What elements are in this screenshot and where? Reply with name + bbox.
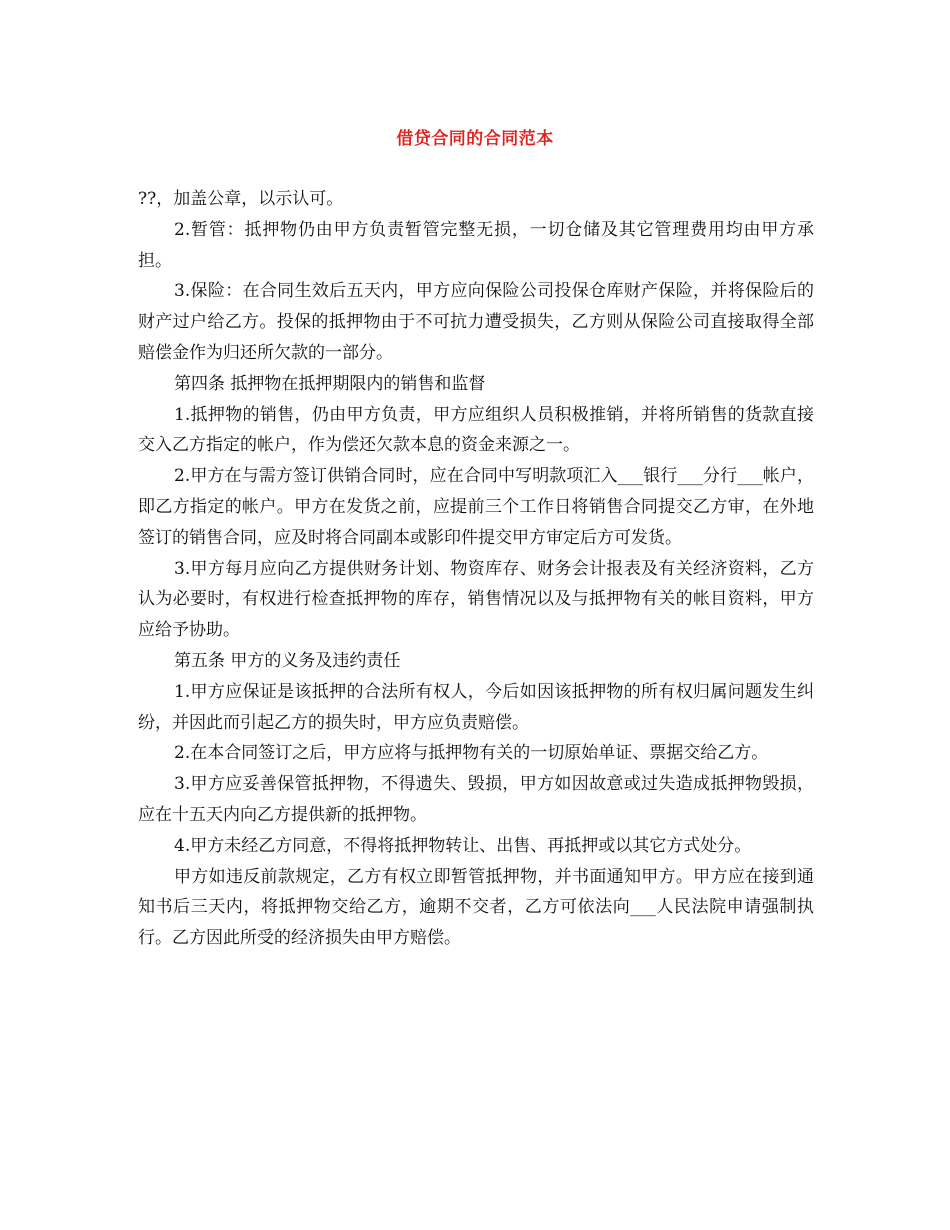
document-body — [138, 184, 814, 954]
paragraph-documents: 2.在本合同签订之后，甲方应将与抵押物有关的一切原始单证、票据交给乙方。 — [174, 743, 769, 764]
paragraph-custody: 2.暂管：抵押物仍由甲方负责暂管完整无损，一切仓储及其它管理费用均由甲方承担。 — [138, 219, 814, 271]
article-4-heading: 第四条 抵押物在抵押期限内的销售和监督 — [174, 373, 486, 394]
paragraph-disposal: 4.甲方未经乙方同意，不得将抵押物转让、出售、再抵押或以其它方式处分。 — [174, 835, 752, 856]
paragraph-monthly-report: 3.甲方每月应向乙方提供财务计划、物资库存、财务会计报表及有关经济资料，乙方认为必要时，有权进行检查抵押物的库存，销售情况以及与抵押物有关的帐目资料，甲方应给予协助。 — [138, 558, 814, 641]
paragraph-continuation: ??，加盖公章，以示认可。 — [138, 189, 344, 209]
paragraph-sales-contract: 2.甲方在与需方签订供销合同时，应在合同中写明款项汇入___银行___分行___帐户，即乙方指定的帐户。甲方在发货之前，应提前三个工作日将销售合同提交乙方审，在外地签订的销售合同，应及时将合同副本或影印件提交甲方审定后方可发货。 — [138, 466, 814, 548]
paragraph-sales: 1.抵押物的销售，仍由甲方负责，甲方应组织人员积极推销，并将所销售的货款直接交入乙方指定的帐户，作为偿还欠款本息的资金来源之一。 — [138, 404, 814, 456]
paragraph-breach: 甲方如违反前款规定，乙方有权立即暂管抵押物，并书面通知甲方。甲方应在接到通知书后三天内，将抵押物交给乙方，逾期不交者，乙方可依法向___人民法院申请强制执行。乙方因此所受的经济损失由甲方赔偿。 — [138, 866, 814, 949]
document-title: 借贷合同的合同范本 — [396, 129, 554, 149]
paragraph-ownership: 1.甲方应保证是该抵押的合法所有权人，今后如因该抵押物的所有权归属问题发生纠纷，并因此而引起乙方的损失时，甲方应负责赔偿。 — [138, 681, 814, 733]
article-5-heading: 第五条 甲方的义务及违约责任 — [174, 650, 401, 671]
paragraph-safekeeping: 3.甲方应妥善保管抵押物，不得遗失、毁损，甲方如因故意或过失造成抵押物毁损，应在十五天内向乙方提供新的抵押物。 — [138, 774, 814, 825]
paragraph-insurance: 3.保险：在合同生效后五天内，甲方应向保险公司投保仓库财产保险，并将保险后的财产过户给乙方。投保的抵押物由于不可抗力遭受损失，乙方则从保险公司直接取得全部赔偿金作为归还所欠款的一部分。 — [138, 281, 814, 363]
